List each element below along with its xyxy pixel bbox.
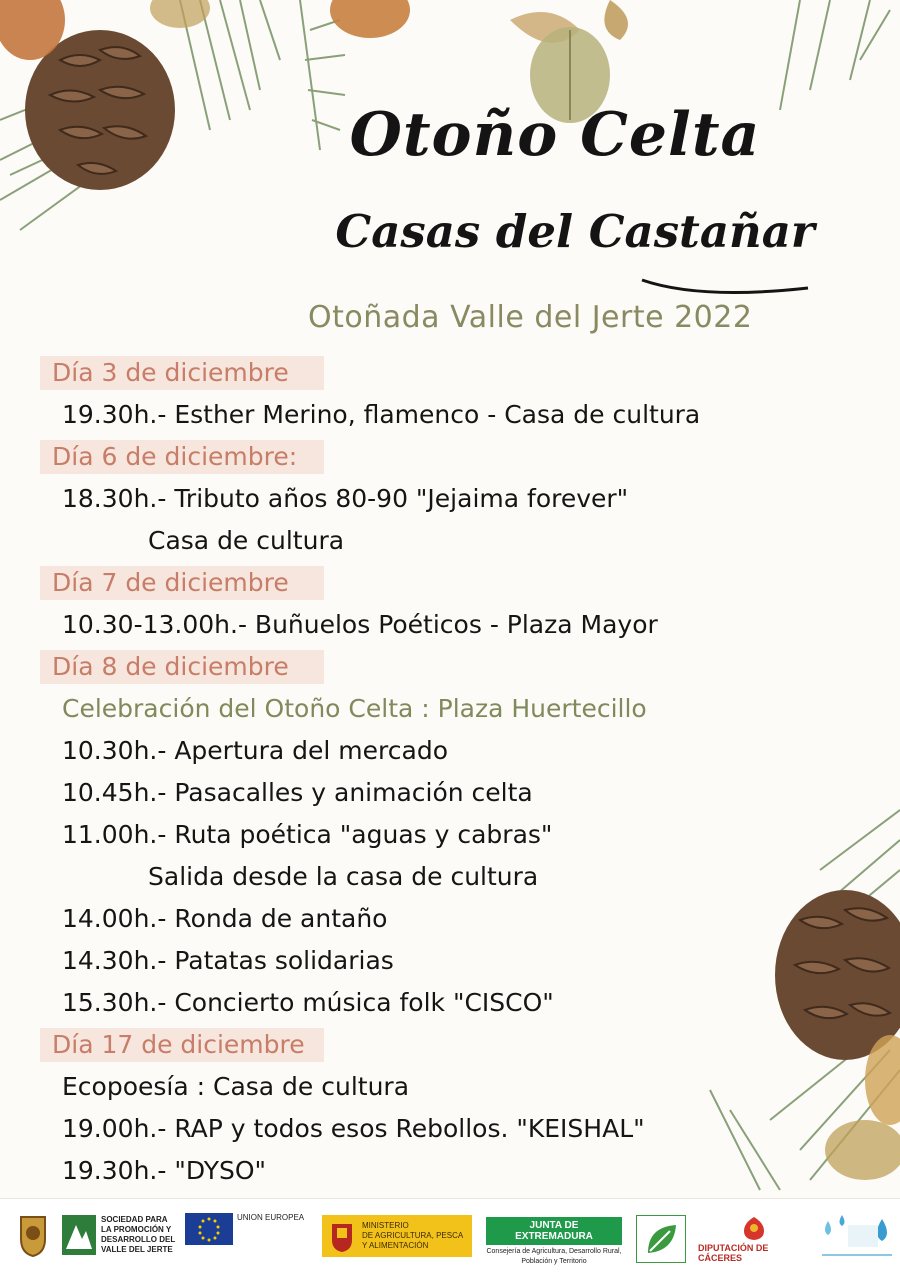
program-day-block [40, 356, 840, 436]
leader-leaf-icon [636, 1215, 686, 1263]
program-entry: 19.30h.- Esther Merino, flamenco - Casa de cultura [62, 400, 701, 429]
municipal-coat-of-arms-icon [18, 1211, 48, 1257]
ministerio-line: DE AGRICULTURA, PESCA [362, 1231, 464, 1240]
water-drops-icon [818, 1211, 894, 1263]
sociedad-line: LA PROMOCIÓN Y [101, 1225, 172, 1234]
union-europea-logo [185, 1213, 304, 1249]
day-heading: Día 17 de diciembre [40, 1028, 324, 1062]
program-entry: 19.30h.- "DYSO" [62, 1156, 267, 1185]
program-entry: 15.30h.- Concierto música folk "CISCO" [62, 988, 554, 1017]
festival-water-drops-logo [818, 1211, 894, 1263]
program-entry: 10.30h.- Apertura del mercado [62, 736, 448, 765]
diputacion-emblem-icon [739, 1215, 769, 1241]
day-heading: Día 3 de diciembre [40, 356, 324, 390]
ministerio-agricultura-logo [322, 1215, 472, 1257]
ministerio-line: Y ALIMENTACIÓN [362, 1241, 429, 1250]
diputacion-label: DIPUTACIÓN DE CÁCERES [698, 1243, 769, 1263]
title-underline-flourish [640, 270, 810, 302]
program-entry: Casa de cultura [148, 526, 345, 555]
poster-subtitle: Casas del Castañar [335, 205, 815, 258]
poster-title: Otoño Celta [349, 100, 761, 170]
event-program [40, 356, 840, 1196]
poster-tagline: Otoñada Valle del Jerte 2022 [308, 300, 753, 335]
program-day-block [40, 566, 840, 646]
junta-extremadura-logo [484, 1217, 624, 1267]
spain-coat-of-arms-icon [328, 1218, 356, 1254]
program-entry: 10.45h.- Pasacalles y animación celta [62, 778, 533, 807]
program-day-block [40, 1028, 840, 1192]
junta_lines-line: Consejería de Agricultura, Desarrollo Rural, [486, 1248, 622, 1255]
ministerio-line: MINISTERIO [362, 1221, 409, 1230]
sociedad-line: DESARROLLO DEL [101, 1235, 176, 1244]
program-entry: Salida desde la casa de cultura [148, 862, 539, 891]
leader-logo [636, 1215, 686, 1263]
day-heading: Día 8 de diciembre [40, 650, 324, 684]
sociedad-line: SOCIEDAD PARA [101, 1215, 168, 1224]
diputacion-caceres-logo [698, 1215, 810, 1263]
program-entry: 11.00h.- Ruta poética "aguas y cabras" [62, 820, 553, 849]
program-entry: 10.30-13.00h.- Buñuelos Poéticos - Plaza Mayor [62, 610, 658, 639]
sociedad-valle-jerte-logo [62, 1215, 175, 1255]
union-europea-label: UNION EUROPEA [237, 1213, 305, 1222]
venue-subheading: Celebración del Otoño Celta : Plaza Huertecillo [62, 694, 647, 723]
program-day-block [40, 440, 840, 562]
program-entry: 14.30h.- Patatas solidarias [62, 946, 394, 975]
junta-title: JUNTA DE EXTREMADURA [486, 1217, 622, 1245]
program-entry: Ecopoesía : Casa de cultura [62, 1072, 410, 1101]
program-entry: 19.00h.- RAP y todos esos Rebollos. "KEISHAL" [62, 1114, 645, 1143]
day-heading: Día 6 de diciembre: [40, 440, 324, 474]
program-day-block [40, 650, 840, 1024]
sociedad-line: VALLE DEL JERTE [101, 1245, 173, 1254]
sponsor-footer [0, 1198, 900, 1273]
ministerio-label [362, 1221, 463, 1251]
program-entry: 18.30h.- Tributo años 80-90 "Jejaima forever" [62, 484, 629, 513]
junta-subtitle [486, 1247, 621, 1267]
valle-jerte-icon [62, 1215, 96, 1255]
eu-flag-icon [185, 1213, 233, 1245]
day-heading: Día 7 de diciembre [40, 566, 324, 600]
program-entry: 14.00h.- Ronda de antaño [62, 904, 388, 933]
junta_lines-line: Población y Territorio [521, 1258, 587, 1265]
sociedad-label [101, 1215, 175, 1255]
